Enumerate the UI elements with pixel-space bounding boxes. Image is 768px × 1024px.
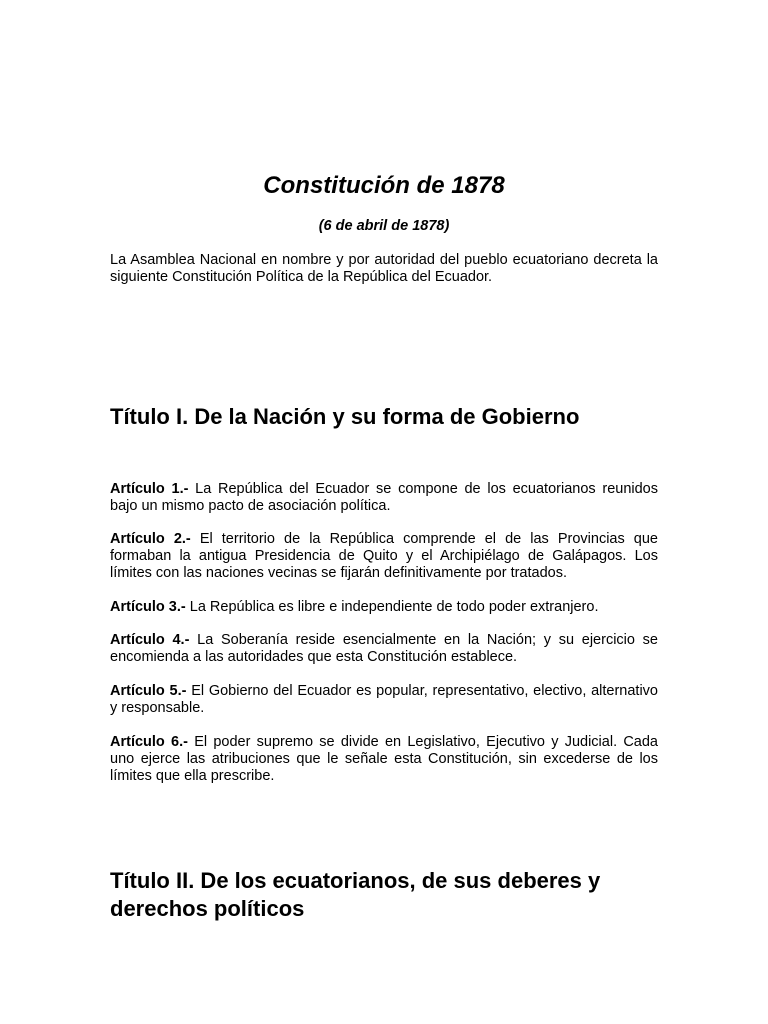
article-6-text: El poder supremo se divide en Legislativo, Ejecutivo y Judicial. Cada uno ejerce las atribuciones que le señale esta Constitución, sin excederse de los límites que ella prescribe. — [110, 734, 658, 784]
document-title: Constitución de 1878 — [263, 172, 505, 199]
article-1-label: Artículo 1.- — [110, 481, 189, 497]
titulo-2-heading: Título II. De los ecuatorianos, de sus deberes y derechos políticos — [110, 868, 601, 921]
article-4-label: Artículo 4.- — [110, 632, 190, 648]
article-5-label: Artículo 5.- — [110, 683, 187, 699]
article-3-text: La República es libre e independiente de todo poder extranjero. — [185, 599, 599, 615]
document-date: (6 de abril de 1878) — [318, 218, 450, 234]
article-3 — [110, 599, 658, 616]
article-4 — [110, 632, 658, 666]
article-5 — [110, 683, 658, 717]
article-2 — [110, 531, 658, 582]
article-1-text: La República del Ecuador se compone de los ecuatorianos reunidos bajo un mismo pacto de asociación política. — [110, 481, 658, 514]
titulo-1-heading: Título I. De la Nación y su forma de Gobierno — [110, 404, 580, 429]
article-6 — [110, 734, 658, 785]
article-6-label: Artículo 6.- — [110, 734, 188, 750]
article-5-text: El Gobierno del Ecuador es popular, representativo, electivo, alternativo y responsable. — [110, 683, 658, 716]
article-4-text: La Soberanía reside esencialmente en la Nación; y su ejercicio se encomienda a las autoridades que esta Constitución establece. — [110, 632, 658, 665]
article-2-label: Artículo 2.- — [110, 531, 191, 547]
article-1 — [110, 481, 658, 515]
preamble-paragraph: La Asamblea Nacional en nombre y por autoridad del pueblo ecuatoriano decreta la siguiente Constitución Política de la República del Ecuador. — [110, 252, 658, 285]
article-3-label: Artículo 3.- — [110, 599, 186, 615]
article-2-text: El territorio de la República comprende el de las Provincias que formaban la antigua Presidencia de Quito y el Archipiélago de Galápagos. Los límites con las naciones vecinas se fijarán definitivamente por tratados. — [110, 531, 658, 581]
